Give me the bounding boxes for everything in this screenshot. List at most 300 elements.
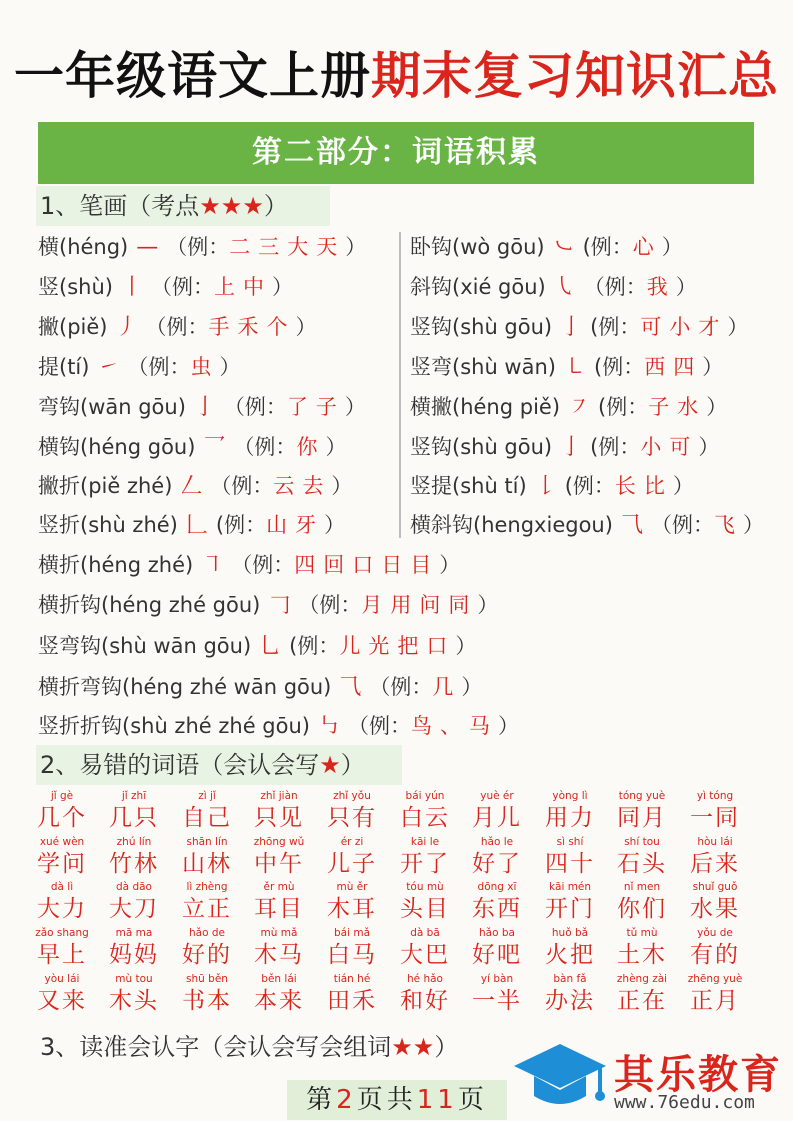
word-pinyin: zhǐ yǒu <box>333 790 371 802</box>
word-item <box>31 926 93 970</box>
word-item <box>539 972 601 1016</box>
example-chars: 可小才 <box>640 315 728 339</box>
example-close: ） <box>345 235 367 259</box>
word-text: 开门 <box>545 896 595 922</box>
word-item <box>684 835 746 879</box>
stroke-name: 竖折(shù zhé) <box>38 513 178 537</box>
example-label: （例： <box>583 275 647 299</box>
example-label: （例： <box>145 315 209 339</box>
word-pinyin: yòu lái <box>44 973 80 985</box>
word-pinyin: hǎo ba <box>479 927 515 939</box>
word-item <box>248 880 310 924</box>
title-part2: 期末复习知识汇总 <box>371 47 779 105</box>
word-item <box>321 972 383 1016</box>
example-close: ） <box>331 474 353 498</box>
stroke-name: 斜钩(xié gōu) <box>410 275 546 299</box>
word-text: 好了 <box>472 851 522 877</box>
star-rating: ★★★ <box>199 192 264 220</box>
stroke-symbol: ㇇ <box>568 395 591 420</box>
stroke-row <box>38 471 352 501</box>
word-pinyin: tóu mù <box>406 881 444 893</box>
word-text: 中午 <box>254 851 304 877</box>
example-chars: 几 <box>432 675 462 699</box>
word-item <box>321 789 383 833</box>
stroke-name: 横折(héng zhé) <box>38 553 194 577</box>
word-pinyin: bái yún <box>405 790 445 802</box>
word-pinyin: zhōng wǔ <box>253 836 305 848</box>
brand-site: www.76edu.com <box>614 1092 755 1113</box>
word-item <box>103 789 165 833</box>
section-heading-label: 3、读准会认字（会认会写会组词 <box>40 1033 392 1061</box>
word-pinyin: zhǐ jiàn <box>260 790 298 802</box>
word-pinyin: shū běn <box>186 973 228 985</box>
stroke-row <box>38 392 366 422</box>
word-text: 大刀 <box>109 896 159 922</box>
word-text: 木耳 <box>327 896 377 922</box>
example-close: ） <box>439 553 461 577</box>
word-text: 几只 <box>109 805 159 831</box>
stroke-symbol: ㇀ <box>97 355 120 380</box>
word-text: 水果 <box>690 896 740 922</box>
word-item <box>539 880 601 924</box>
word-pinyin: mā ma <box>115 927 153 939</box>
stroke-name: 竖弯钩(shù wān gōu) <box>38 634 252 658</box>
word-pinyin: zì jǐ <box>198 790 216 802</box>
star-rating: ★★ <box>391 1033 435 1061</box>
stroke-row <box>410 510 764 540</box>
stroke-symbol: ⺄ <box>339 675 362 700</box>
word-item <box>466 835 528 879</box>
word-text: 四十 <box>545 851 595 877</box>
word-pinyin: mù tou <box>115 973 153 985</box>
example-label: （例： <box>369 675 433 699</box>
word-text: 石头 <box>617 851 667 877</box>
word-item <box>321 835 383 879</box>
example-label: (例： <box>590 435 641 459</box>
word-item <box>611 835 673 879</box>
word-item <box>31 789 93 833</box>
word-item <box>321 880 383 924</box>
word-text: 东西 <box>472 896 522 922</box>
word-item <box>466 789 528 833</box>
stroke-symbol: 𠃊 <box>185 513 208 538</box>
word-item <box>248 789 310 833</box>
page-prefix: 第 <box>306 1085 337 1115</box>
page-total: 11 <box>416 1085 458 1115</box>
example-label: (例： <box>215 513 267 537</box>
word-pinyin: zhēng yuè <box>687 973 743 985</box>
word-pinyin: zhú lín <box>116 836 152 848</box>
word-item <box>31 835 93 879</box>
example-close: ） <box>672 474 694 498</box>
page-mid: 页共 <box>356 1085 417 1115</box>
section-heading-close: ） <box>263 192 288 220</box>
example-close: ） <box>219 355 241 379</box>
word-item <box>466 972 528 1016</box>
word-pinyin: dà lì <box>50 881 74 893</box>
word-item <box>103 880 165 924</box>
word-text: 大巴 <box>400 942 450 968</box>
example-close: ） <box>344 395 366 419</box>
example-label: （例： <box>233 435 297 459</box>
word-item <box>321 926 383 970</box>
page-suffix: 页 <box>457 1085 488 1115</box>
word-pinyin: ěr mù <box>263 881 295 893</box>
word-pinyin: bái mǎ <box>333 927 371 939</box>
example-close: ） <box>271 275 293 299</box>
stroke-row <box>38 590 498 620</box>
word-text: 月儿 <box>472 805 522 831</box>
stroke-symbol: 亅 <box>560 435 583 460</box>
word-pinyin: bàn fǎ <box>553 973 587 985</box>
graduation-cap-icon <box>510 1036 610 1116</box>
word-item <box>176 789 238 833</box>
word-text: 土木 <box>617 942 667 968</box>
word-item <box>248 926 310 970</box>
section-heading-words <box>36 745 402 785</box>
page-current: 2 <box>336 1085 357 1115</box>
word-pinyin: yuè ér <box>480 790 514 802</box>
word-pinyin: shí tou <box>624 836 660 848</box>
word-text: 有的 <box>690 942 740 968</box>
word-pinyin: kāi le <box>410 836 440 848</box>
word-pinyin: dà bā <box>410 927 440 939</box>
stroke-name: 撇折(piě zhé) <box>38 474 173 498</box>
word-text: 好吧 <box>472 942 522 968</box>
stroke-symbol: ㇂ <box>553 275 576 300</box>
example-close: ） <box>295 315 317 339</box>
stroke-name: 弯钩(wān gōu) <box>38 395 186 419</box>
stroke-row <box>410 471 694 501</box>
example-chars: 二三大天 <box>229 235 346 259</box>
word-item <box>103 972 165 1016</box>
word-pinyin: hǎo de <box>189 927 225 939</box>
example-close: ） <box>706 395 728 419</box>
stroke-name: 竖钩(shù gōu) <box>410 435 553 459</box>
word-text: 木马 <box>254 942 304 968</box>
word-item <box>394 835 456 879</box>
word-pinyin: hǎo le <box>480 836 514 848</box>
example-close: ） <box>497 714 519 738</box>
word-item <box>539 789 601 833</box>
word-item <box>684 972 746 1016</box>
word-item <box>394 926 456 970</box>
word-text: 火把 <box>545 942 595 968</box>
word-text: 妈妈 <box>109 942 159 968</box>
word-item <box>466 880 528 924</box>
word-text: 用力 <box>545 805 595 831</box>
example-chars: 山牙 <box>266 513 325 537</box>
word-text: 办法 <box>545 988 595 1014</box>
word-item <box>539 835 601 879</box>
word-item <box>31 880 93 924</box>
stroke-symbol: ⺄ <box>620 513 643 538</box>
stroke-symbol: 𠄌 <box>534 474 557 499</box>
example-label: (例： <box>598 395 649 419</box>
stroke-row <box>38 711 519 741</box>
page-title <box>0 36 793 108</box>
word-text: 竹林 <box>109 851 159 877</box>
example-chars: 飞 <box>713 513 743 537</box>
example-close: ） <box>727 315 749 339</box>
section-heading-label: 1、笔画（考点 <box>40 192 200 220</box>
stroke-row <box>38 352 240 382</box>
stroke-name: 竖钩(shù gōu) <box>410 315 553 339</box>
word-pinyin: zhèng zài <box>616 973 668 985</box>
example-chars: 云去 <box>273 474 332 498</box>
page-indicator <box>287 1080 507 1120</box>
example-label: (例： <box>590 315 641 339</box>
example-chars: 了子 <box>286 395 345 419</box>
stroke-symbol: 丿 <box>115 315 138 340</box>
word-pinyin: dà dāo <box>116 881 152 893</box>
word-pinyin: yòng lì <box>552 790 588 802</box>
brand-name: 其乐教育 <box>614 1052 782 1098</box>
example-label: （例： <box>150 275 214 299</box>
word-text: 开了 <box>400 851 450 877</box>
word-pinyin: zǎo shang <box>35 927 89 939</box>
word-text: 学问 <box>37 851 87 877</box>
example-chars: 你 <box>296 435 326 459</box>
word-text: 田禾 <box>327 988 377 1014</box>
section-banner: 第二部分：词语积累 <box>38 122 754 184</box>
word-pinyin: yǒu de <box>697 927 733 939</box>
stroke-symbol: 乛 <box>203 435 226 460</box>
word-text: 几个 <box>37 805 87 831</box>
example-chars: 上中 <box>213 275 272 299</box>
example-label: (例： <box>289 634 340 658</box>
example-close: ） <box>675 275 697 299</box>
word-item <box>248 972 310 1016</box>
word-item <box>103 926 165 970</box>
word-text: 木头 <box>109 988 159 1014</box>
word-text: 早上 <box>37 942 87 968</box>
stroke-symbol: 亅 <box>560 315 583 340</box>
stroke-name: 提(tí) <box>38 355 90 379</box>
example-chars: 长比 <box>614 474 673 498</box>
word-item <box>684 880 746 924</box>
word-item <box>176 972 238 1016</box>
stroke-row <box>410 232 683 262</box>
word-pinyin: hòu lái <box>697 836 733 848</box>
word-item <box>466 926 528 970</box>
word-pinyin: jǐ zhī <box>121 790 147 802</box>
word-text: 书本 <box>182 988 232 1014</box>
word-pinyin: sì shí <box>556 836 584 848</box>
word-text: 只有 <box>327 805 377 831</box>
stroke-row <box>38 232 366 262</box>
stroke-row <box>410 312 748 342</box>
example-chars: 四回口日目 <box>294 553 440 577</box>
word-item <box>611 880 673 924</box>
stroke-symbol: 𠃋 <box>180 474 203 499</box>
word-item <box>394 880 456 924</box>
example-label: （例： <box>210 474 274 498</box>
example-close: ） <box>325 435 347 459</box>
stroke-name: 竖提(shù tí) <box>410 474 527 498</box>
stroke-name: 横折弯钩(héng zhé wān gōu) <box>38 675 332 699</box>
stroke-row <box>38 432 346 462</box>
example-close: ） <box>698 435 720 459</box>
word-text: 一同 <box>690 805 740 831</box>
stroke-symbol: ㇉ <box>317 714 340 739</box>
example-label: (例： <box>564 474 615 498</box>
word-text: 正月 <box>690 988 740 1014</box>
word-item <box>394 972 456 1016</box>
word-pinyin: mù mǎ <box>260 927 298 939</box>
word-pinyin: hé hǎo <box>407 973 443 985</box>
word-text: 正在 <box>617 988 667 1014</box>
word-text: 后来 <box>690 851 740 877</box>
word-pinyin: tián hé <box>333 973 371 985</box>
word-pinyin: tǔ mù <box>626 927 658 939</box>
word-pinyin: běn lái <box>261 973 297 985</box>
word-text: 同月 <box>617 805 667 831</box>
word-text: 好的 <box>182 942 232 968</box>
title-part1: 一年级语文上册 <box>14 47 371 105</box>
word-item <box>176 926 238 970</box>
word-text: 山林 <box>182 851 232 877</box>
word-pinyin: xué wèn <box>39 836 85 848</box>
word-text: 大力 <box>37 896 87 922</box>
example-chars: 小可 <box>640 435 699 459</box>
word-item <box>31 972 93 1016</box>
word-pinyin: mù ěr <box>336 881 368 893</box>
word-pinyin: huǒ bǎ <box>551 927 589 939</box>
word-pinyin: shuǐ guǒ <box>692 881 738 893</box>
stroke-name: 横撇(héng piě) <box>410 395 561 419</box>
word-text: 自己 <box>182 805 232 831</box>
example-close: ） <box>661 235 683 259</box>
word-pinyin: dōng xī <box>477 881 517 893</box>
stroke-symbol: — <box>136 235 159 260</box>
column-divider <box>399 232 401 538</box>
section-heading-strokes <box>36 186 330 226</box>
stroke-row <box>410 392 727 422</box>
word-item <box>611 789 673 833</box>
example-close: ） <box>324 513 346 537</box>
word-pinyin: yì tóng <box>696 790 734 802</box>
word-text: 本来 <box>254 988 304 1014</box>
stroke-name: 横钩(héng gōu) <box>38 435 196 459</box>
example-label: （例： <box>223 395 287 419</box>
word-item <box>176 880 238 924</box>
word-item <box>103 835 165 879</box>
stroke-symbol: ㇕ <box>201 553 224 578</box>
example-chars: 西四 <box>644 355 703 379</box>
example-label: (例： <box>594 355 645 379</box>
stroke-symbol: ㇄ <box>563 355 586 380</box>
section-heading-label: 2、易错的词语（会认会写 <box>40 751 320 779</box>
section-heading-characters <box>36 1027 520 1067</box>
stroke-name: 竖折折钩(shù zhé zhé gōu) <box>38 714 310 738</box>
word-pinyin: shān lín <box>186 836 228 848</box>
word-text: 只见 <box>254 805 304 831</box>
stroke-name: 横折钩(héng zhé gōu) <box>38 593 261 617</box>
example-label: （例： <box>166 235 230 259</box>
example-chars: 月用问同 <box>361 593 478 617</box>
word-text: 和好 <box>400 988 450 1014</box>
example-close: ） <box>455 634 477 658</box>
word-item <box>248 835 310 879</box>
stroke-symbol: 亅 <box>193 395 216 420</box>
word-item <box>684 789 746 833</box>
example-chars: 儿光把口 <box>339 634 456 658</box>
example-close: ） <box>461 675 483 699</box>
stroke-name: 横(héng) <box>38 235 129 259</box>
stroke-name: 竖(shù) <box>38 275 113 299</box>
word-text: 一半 <box>472 988 522 1014</box>
word-item <box>176 835 238 879</box>
example-label: (例： <box>582 235 633 259</box>
stroke-row <box>38 272 293 302</box>
stroke-symbol: 𠃌 <box>268 593 291 618</box>
section-heading-close: ） <box>340 751 365 779</box>
stroke-row <box>410 432 719 462</box>
stroke-row <box>38 312 317 342</box>
word-pinyin: lì zhèng <box>186 881 228 893</box>
example-label: （例： <box>650 513 714 537</box>
word-pinyin: yí bàn <box>480 973 514 985</box>
stroke-name: 竖弯(shù wān) <box>410 355 556 379</box>
stroke-symbol: 丨 <box>120 275 143 300</box>
example-label: （例： <box>231 553 295 577</box>
example-chars: 我 <box>646 275 676 299</box>
stroke-row <box>38 672 482 702</box>
word-text: 你们 <box>617 896 667 922</box>
word-pinyin: tóng yuè <box>618 790 666 802</box>
example-close: ） <box>742 513 764 537</box>
word-item <box>611 926 673 970</box>
stroke-name: 撇(piě) <box>38 315 108 339</box>
word-text: 白马 <box>327 942 377 968</box>
word-item <box>394 789 456 833</box>
example-label: （例： <box>127 355 191 379</box>
word-text: 头目 <box>400 896 450 922</box>
example-close: ） <box>702 355 724 379</box>
star-rating: ★ <box>319 751 341 779</box>
word-item <box>611 972 673 1016</box>
stroke-row <box>38 550 460 580</box>
example-label: （例： <box>347 714 411 738</box>
example-close: ） <box>477 593 499 617</box>
word-pinyin: kāi mén <box>548 881 592 893</box>
word-text: 又来 <box>37 988 87 1014</box>
word-item <box>539 926 601 970</box>
example-chars: 心 <box>632 235 662 259</box>
example-label: （例： <box>298 593 362 617</box>
stroke-row <box>410 272 697 302</box>
word-item <box>684 926 746 970</box>
section-heading-close: ） <box>434 1033 459 1061</box>
stroke-symbol: ㇃ <box>552 235 575 260</box>
example-chars: 手禾个 <box>208 315 296 339</box>
stroke-row <box>38 631 476 661</box>
word-text: 儿子 <box>327 851 377 877</box>
stroke-name: 横斜钩(hengxiegou) <box>410 513 613 537</box>
example-chars: 虫 <box>190 355 220 379</box>
stroke-row <box>38 510 345 540</box>
stroke-row <box>410 352 723 382</box>
word-text: 白云 <box>400 805 450 831</box>
example-chars: 子水 <box>648 395 707 419</box>
stroke-name: 卧钩(wò gōu) <box>410 235 545 259</box>
word-text: 耳目 <box>254 896 304 922</box>
word-pinyin: ér zi <box>340 836 364 848</box>
word-pinyin: jǐ gè <box>50 790 74 802</box>
example-chars: 鸟、马 <box>410 714 498 738</box>
stroke-symbol: 乚 <box>259 634 282 659</box>
